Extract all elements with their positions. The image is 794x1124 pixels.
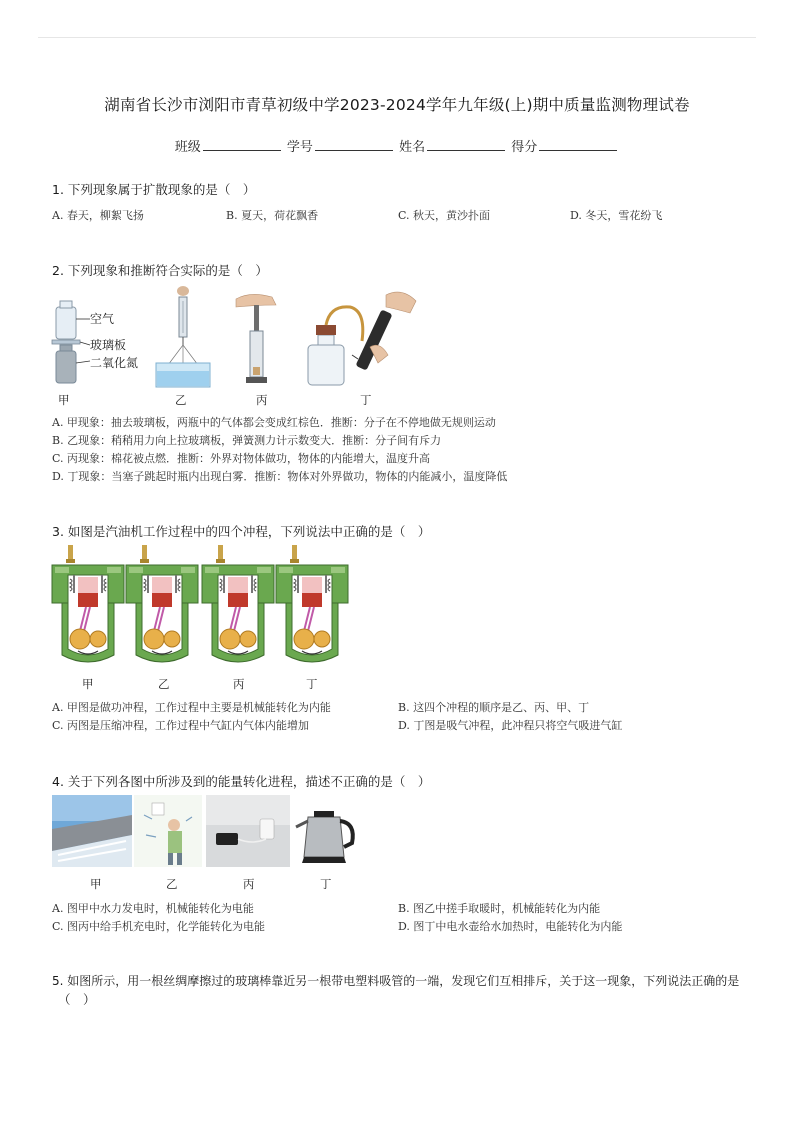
q3-engine-bing	[202, 545, 274, 662]
q2-caption-ding: 丁	[360, 393, 372, 407]
q2-stem: 2. 下列现象和推断符合实际的是（ ）	[52, 263, 268, 278]
q2-option-d[interactable]: D. 丁现象：当塞子跳起时瓶内出现白雾．推断：物体对外界做功，物体的内能减小，温度降低	[52, 470, 508, 483]
score-label: 得分	[511, 140, 538, 155]
q3-option-c[interactable]: C. 丙图是压缩冲程，工作过程中气缸内气体内能增加	[52, 719, 310, 732]
q4-caption-bing: 丙	[243, 877, 255, 891]
q3-caption-jia: 甲	[82, 677, 94, 691]
q2-figure	[50, 285, 430, 395]
q2-label-no2: 二氧化氮	[90, 356, 139, 370]
q1-option-c[interactable]: C. 秋天，黄沙扑面	[398, 209, 491, 222]
q1-stem: 1. 下列现象属于扩散现象的是（ ）	[52, 182, 256, 197]
q3-option-b[interactable]: B. 这四个冲程的顺序是乙、丙、甲、丁	[398, 701, 590, 714]
id-label: 学号	[286, 140, 313, 155]
q2-option-b[interactable]: B. 乙现象：稍稍用力向上拉玻璃板，弹簧测力计示数变大．推断：分子间有斥力	[52, 434, 442, 447]
q1-option-b[interactable]: B. 夏天，荷花飘香	[226, 209, 319, 222]
q4-stem: 4. 关于下列各图中所涉及到的能量转化进程，描述不正确的是（ ）	[52, 774, 431, 789]
q3-engine-ding	[276, 545, 348, 662]
q3-caption-yi: 乙	[158, 677, 170, 691]
class-label: 班级	[174, 140, 201, 155]
q3-caption-bing: 丙	[233, 677, 245, 691]
q4-img-jia-hydropower	[52, 795, 132, 867]
q4-img-yi-rubbing-hands	[134, 795, 202, 867]
top-divider	[38, 37, 756, 38]
class-blank[interactable]	[203, 139, 281, 151]
q2-caption-jia: 甲	[58, 393, 70, 407]
q1-option-d[interactable]: D. 冬天，雪花纷飞	[570, 209, 663, 222]
q3-engine-yi	[126, 545, 198, 662]
q2-caption-yi: 乙	[175, 393, 187, 407]
student-info-row	[0, 136, 794, 155]
q3-engine-jia	[52, 545, 124, 662]
q2-caption-bing: 丙	[256, 393, 268, 407]
page-title: 湖南省长沙市浏阳市青草初级中学2023-2024学年九年级(上)期中质量监测物理试卷	[104, 96, 690, 114]
q5-stem: 5. 如图所示，用一根丝绸摩擦过的玻璃棒靠近另一根带电塑料吸管的一端，发现它们互相排斥，关于这一现象，下列说法正确的是	[52, 974, 740, 988]
q4-img-bing-phone-charging	[206, 795, 290, 867]
q3-option-a[interactable]: A. 甲图是做功冲程，工作过程中主要是机械能转化为内能	[52, 701, 331, 714]
q2-label-air: 空气	[90, 312, 115, 326]
q4-option-c[interactable]: C. 图丙中给手机充电时，化学能转化为电能	[52, 920, 266, 933]
q2-fig-bing-piston	[236, 294, 276, 383]
q2-option-a[interactable]: A. 甲现象：抽去玻璃板，两瓶中的气体都会变成红棕色．推断：分子在不停地做无规则运动	[52, 416, 496, 429]
q4-option-a[interactable]: A. 图甲中水力发电时，机械能转化为电能	[52, 902, 254, 915]
score-blank[interactable]	[539, 139, 617, 151]
q4-option-b[interactable]: B. 图乙中搓手取暖时，机械能转化为内能	[398, 902, 601, 915]
q2-fig-jia-bottles	[52, 301, 90, 383]
q5-stem-cont: （ ）	[58, 992, 96, 1007]
q2-fig-ding-pump	[308, 292, 416, 385]
q3-caption-ding: 丁	[306, 677, 318, 691]
q4-caption-yi: 乙	[166, 877, 178, 891]
q1-option-a[interactable]: A. 春天，柳絮飞扬	[52, 209, 144, 222]
q3-stem: 3. 如图是汽油机工作过程中的四个冲程，下列说法中正确的是（ ）	[52, 524, 431, 539]
q4-img-ding-electric-kettle	[294, 795, 360, 867]
name-blank[interactable]	[427, 139, 505, 151]
q4-caption-jia: 甲	[90, 877, 102, 891]
q2-option-c[interactable]: C. 丙现象：棉花被点燃．推断：外界对物体做功，物体的内能增大，温度升高	[52, 452, 431, 465]
name-label: 姓名	[399, 140, 426, 155]
q4-figure	[52, 795, 362, 875]
q2-fig-yi-spring-scale	[156, 286, 210, 387]
q4-option-d[interactable]: D. 图丁中电水壶给水加热时，电能转化为内能	[398, 920, 623, 933]
q4-caption-ding: 丁	[320, 877, 332, 891]
q3-engine-figure	[50, 545, 350, 675]
id-blank[interactable]	[315, 139, 393, 151]
q2-label-glass: 玻璃板	[90, 338, 127, 352]
q3-option-d[interactable]: D. 丁图是吸气冲程，此冲程只将空气吸进气缸	[398, 719, 623, 732]
